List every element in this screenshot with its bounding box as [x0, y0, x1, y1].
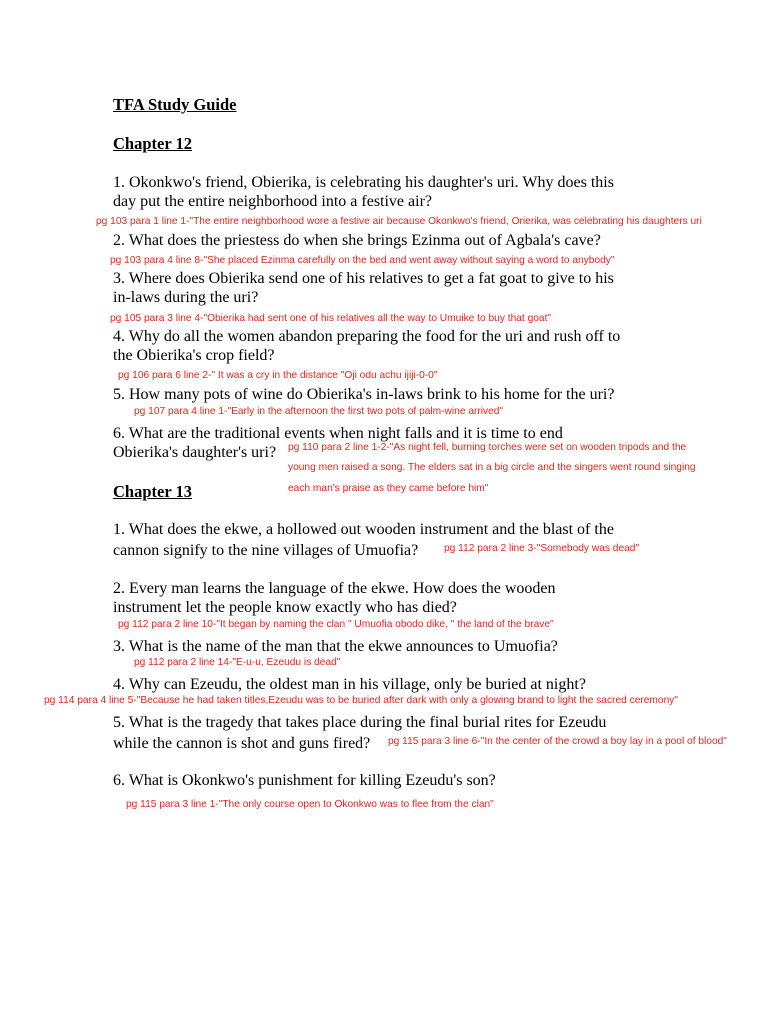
ch12-q6-answer-line1: pg 110 para 2 line 1-2-"As night fell, burning torches were set on wooden tripods and the [288, 442, 687, 453]
ch13-q1-line2: cannon signify to the nine villages of Umuofia? [113, 542, 419, 559]
ch13-q1-answer: pg 112 para 2 line 3-"Somebody was dead" [444, 543, 640, 554]
ch12-q6-answer-line2: young men raised a song. The elders sat in a big circle and the singers went round singing [288, 462, 696, 473]
ch12-q6-answer-line3: each man's praise as they came before him" [288, 483, 489, 494]
chapter-13-heading: Chapter 13 [113, 482, 192, 501]
ch12-q1-line2: day put the entire neighborhood into a festive air? [113, 193, 433, 210]
ch13-q2-line2: instrument let the people know exactly who has died? [113, 599, 457, 616]
ch13-q2-answer: pg 112 para 2 line 10-"It began by naming the clan " Umuofia obodo dike, " the land of the brave" [118, 619, 554, 630]
document-title: TFA Study Guide [113, 95, 237, 114]
ch13-q5-line2: while the cannon is shot and guns fired? [113, 735, 371, 752]
ch12-q5-line1: 5. How many pots of wine do Obierika's in-laws brink to his home for the uri? [113, 386, 615, 403]
ch12-q1-line1: 1. Okonkwo's friend, Obierika, is celebrating his daughter's uri. Why does this [113, 174, 614, 191]
ch12-q4-answer: pg 106 para 6 line 2-" It was a cry in the distance "Oji odu achu ijiji-0-0" [118, 370, 438, 381]
ch12-q4-line2: the Obierika's crop field? [113, 347, 275, 364]
ch12-q2-line1: 2. What does the priestess do when she brings Ezinma out of Agbala's cave? [113, 232, 601, 249]
ch13-q6-answer: pg 115 para 3 line 1-"The only course open to Okonkwo was to flee from the clan" [126, 799, 494, 810]
ch12-q1-answer: pg 103 para 1 line 1-"The entire neighborhood wore a festive air because Okonkwo's friend, Orierika, was celebrating his daughters uri [96, 216, 702, 227]
ch13-q3-line1: 3. What is the name of the man that the ekwe announces to Umuofia? [113, 638, 558, 655]
ch13-q4-answer: pg 114 para 4 line 5-"Because he had taken titles,Ezeudu was to be buried after dark with only a glowing brand to light the sacred ceremony" [44, 695, 678, 706]
ch13-q5-line1: 5. What is the tragedy that takes place during the final burial rites for Ezeudu [113, 714, 607, 731]
ch12-q2-answer: pg 103 para 4 line 8-"She placed Ezinma carefully on the bed and went away without saying a word to anybody" [110, 255, 615, 266]
ch13-q6-line1: 6. What is Okonkwo's punishment for killing Ezeudu's son? [113, 772, 496, 789]
ch12-q5-answer: pg 107 para 4 line 1-"Early in the afternoon the first two pots of palm-wine arrived" [134, 406, 504, 417]
ch13-q5-answer: pg 115 para 3 line 6-"In the center of the crowd a boy lay in a pool of blood" [388, 736, 727, 747]
chapter-12-heading: Chapter 12 [113, 134, 192, 153]
ch13-q2-line1: 2. Every man learns the language of the ekwe. How does the wooden [113, 580, 556, 597]
ch12-q6-line2: Obierika's daughter's uri? [113, 444, 277, 461]
ch13-q4-line1: 4. Why can Ezeudu, the oldest man in his village, only be buried at night? [113, 676, 586, 693]
ch12-q3-line2: in-laws during the uri? [113, 289, 259, 306]
ch12-q6-line1: 6. What are the traditional events when night falls and it is time to end [113, 425, 563, 442]
ch13-q3-answer: pg 112 para 2 line 14-"E-u-u, Ezeudu is dead" [134, 657, 341, 668]
ch13-q1-line1: 1. What does the ekwe, a hollowed out wooden instrument and the blast of the [113, 521, 614, 538]
ch12-q3-answer: pg 105 para 3 line 4-"Obierika had sent one of his relatives all the way to Umuike to buy that goat" [110, 313, 552, 324]
ch12-q4-line1: 4. Why do all the women abandon preparing the food for the uri and rush off to [113, 328, 621, 345]
ch12-q3-line1: 3. Where does Obierika send one of his relatives to get a fat goat to give to his [113, 270, 614, 287]
